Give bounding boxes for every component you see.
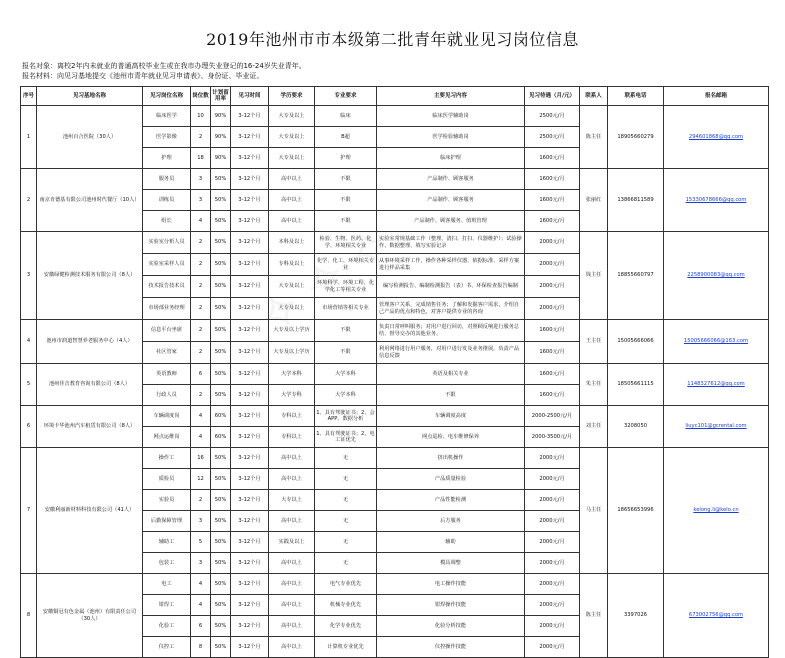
post-name: 组长 bbox=[143, 211, 191, 232]
monthly-pay: 2000元/月 bbox=[525, 276, 580, 298]
monthly-pay: 2000元/月 bbox=[525, 553, 580, 574]
retention-rate: 90% bbox=[211, 148, 231, 169]
internship-content: 电工操作技能 bbox=[377, 574, 525, 595]
monthly-pay: 2000元/月 bbox=[525, 595, 580, 616]
internship-time: 3-12个月 bbox=[231, 232, 269, 254]
education-requirement: 专科及以上 bbox=[269, 254, 315, 276]
internship-time: 3-12个月 bbox=[231, 448, 269, 469]
table-row bbox=[21, 448, 769, 469]
education-requirement: 大学专科 bbox=[269, 385, 315, 406]
post-name: 医学影像 bbox=[143, 127, 191, 148]
education-requirement: 专科以上 bbox=[269, 406, 315, 427]
monthly-pay: 1600元/月 bbox=[525, 342, 580, 364]
internship-content: 产品制作、顾客服务 bbox=[377, 169, 525, 190]
email-cell bbox=[664, 320, 769, 364]
post-name: 电工 bbox=[143, 574, 191, 595]
retention-rate: 60% bbox=[211, 427, 231, 448]
internship-time: 3-12个月 bbox=[231, 211, 269, 232]
major-requirement: 不限 bbox=[315, 169, 377, 190]
row-number: 1 bbox=[21, 106, 37, 169]
internship-content: 模具调整 bbox=[377, 553, 525, 574]
major-requirement: 无 bbox=[315, 553, 377, 574]
post-name: 操作工 bbox=[143, 448, 191, 469]
internship-time: 3-12个月 bbox=[231, 595, 269, 616]
post-name: 钳焊工 bbox=[143, 595, 191, 616]
education-requirement: 高中以上 bbox=[269, 211, 315, 232]
retention-rate: 50% bbox=[211, 254, 231, 276]
post-name: 质检员 bbox=[143, 469, 191, 490]
company-name: 池州市润道智慧养老服务中心（4人） bbox=[37, 320, 143, 364]
contact-phone: 18505661115 bbox=[608, 364, 664, 406]
retention-rate: 50% bbox=[211, 232, 231, 254]
major-requirement: 化学、化工、环境相关专业 bbox=[315, 254, 377, 276]
email-link[interactable]: 2258900083@qq.com bbox=[687, 272, 745, 279]
contact-phone: 18855660797 bbox=[608, 232, 664, 320]
post-name: 市场部业务经理 bbox=[143, 298, 191, 320]
row-number: 6 bbox=[21, 406, 37, 448]
company-name: 安徽利丽新材料科技有限公司（41人） bbox=[37, 448, 143, 574]
education-requirement: 大专以上 bbox=[269, 490, 315, 511]
email-link[interactable]: liuyc101@gcrental.com bbox=[685, 423, 747, 430]
post-name: 护理 bbox=[143, 148, 191, 169]
retention-rate: 50% bbox=[211, 511, 231, 532]
contact-person: 钱主任 bbox=[580, 232, 608, 320]
internship-time: 3-12个月 bbox=[231, 637, 269, 658]
monthly-pay: 1600元/月 bbox=[525, 148, 580, 169]
major-requirement: 市场营销等相关专业 bbox=[315, 298, 377, 320]
internship-content: 辅助 bbox=[377, 532, 525, 553]
major-requirement: 1、具有驾驶证书；2、会APP、数据分析 bbox=[315, 406, 377, 427]
internship-time: 3-12个月 bbox=[231, 532, 269, 553]
major-requirement: 1、具有驾驶证书；2、电工证优先 bbox=[315, 427, 377, 448]
education-requirement: 实践及以上 bbox=[269, 532, 315, 553]
major-requirement: 不限 bbox=[315, 320, 377, 342]
contact-person: 陈主任 bbox=[580, 106, 608, 169]
contact-person: 刘主任 bbox=[580, 406, 608, 448]
internship-content: 车辆调度高度 bbox=[377, 406, 525, 427]
company-name: 池州佳音教育咨询有限公司（8人） bbox=[37, 364, 143, 406]
education-requirement: 高中以上 bbox=[269, 169, 315, 190]
retention-rate: 90% bbox=[211, 106, 231, 127]
post-name: 实验员 bbox=[143, 490, 191, 511]
monthly-pay: 1600元/月 bbox=[525, 169, 580, 190]
monthly-pay: 2000元/月 bbox=[525, 532, 580, 553]
education-requirement: 专科以上 bbox=[269, 427, 315, 448]
company-name: 安徽绿健检测技术服务有限公司（8人） bbox=[37, 232, 143, 320]
monthly-pay: 1600元/月 bbox=[525, 211, 580, 232]
company-name: 环境卡华池州汽车租赁有限公司（8人） bbox=[37, 406, 143, 448]
post-name: 训练员 bbox=[143, 190, 191, 211]
contact-person: 张丽红 bbox=[580, 169, 608, 232]
post-name: 辅助工 bbox=[143, 532, 191, 553]
email-cell bbox=[664, 232, 769, 320]
monthly-pay: 1600元/月 bbox=[525, 364, 580, 385]
intro-block bbox=[22, 62, 306, 81]
major-requirement: 无 bbox=[315, 532, 377, 553]
internship-time: 3-12个月 bbox=[231, 148, 269, 169]
post-name: 信息平台坐席 bbox=[143, 320, 191, 342]
table-row bbox=[21, 320, 769, 342]
education-requirement: 大专及以上 bbox=[269, 276, 315, 298]
post-count: 2 bbox=[191, 320, 211, 342]
table-row bbox=[21, 106, 769, 127]
post-count: 4 bbox=[191, 595, 211, 616]
monthly-pay: 2000元/月 bbox=[525, 574, 580, 595]
post-count: 3 bbox=[191, 553, 211, 574]
internship-time: 3-12个月 bbox=[231, 490, 269, 511]
retention-rate: 50% bbox=[211, 342, 231, 364]
major-requirement: 无 bbox=[315, 490, 377, 511]
internship-content: 管理客户关系，完成销售任务；了解和发掘客户需求，介绍自己产品的优点和特色，对客户提供专业的咨询 bbox=[377, 298, 525, 320]
row-number: 2 bbox=[21, 169, 37, 232]
post-count: 3 bbox=[191, 169, 211, 190]
post-count: 2 bbox=[191, 254, 211, 276]
post-count: 3 bbox=[191, 190, 211, 211]
monthly-pay: 2000元/月 bbox=[525, 254, 580, 276]
retention-rate: 50% bbox=[211, 595, 231, 616]
contact-phone: 15005666066 bbox=[608, 320, 664, 364]
internship-time: 3-12个月 bbox=[231, 254, 269, 276]
email-link[interactable]: 15330678666@qq.com bbox=[685, 196, 747, 203]
post-name: 车辆调度岗 bbox=[143, 406, 191, 427]
contact-person: 朱主任 bbox=[580, 364, 608, 406]
education-requirement: 高中以上 bbox=[269, 637, 315, 658]
email-cell bbox=[664, 574, 769, 658]
internship-content: 后方服务 bbox=[377, 511, 525, 532]
table-row bbox=[21, 406, 769, 427]
education-requirement: 高中以上 bbox=[269, 469, 315, 490]
contact-phone: 13866811589 bbox=[608, 169, 664, 232]
column-header: 见习时间 bbox=[231, 87, 269, 106]
post-name: 后勤保障管理 bbox=[143, 511, 191, 532]
column-header: 岗位数 bbox=[191, 87, 211, 106]
retention-rate: 50% bbox=[211, 169, 231, 190]
retention-rate: 50% bbox=[211, 553, 231, 574]
internship-time: 3-12个月 bbox=[231, 406, 269, 427]
monthly-pay: 2000元/月 bbox=[525, 490, 580, 511]
post-count: 18 bbox=[191, 148, 211, 169]
post-count: 12 bbox=[191, 469, 211, 490]
column-header: 序号 bbox=[21, 87, 37, 106]
row-number: 7 bbox=[21, 448, 37, 574]
education-requirement: 高中以上 bbox=[269, 511, 315, 532]
internship-time: 3-12个月 bbox=[231, 616, 269, 637]
post-name: 技术报告技术员 bbox=[143, 276, 191, 298]
positions-table bbox=[20, 86, 769, 658]
row-number: 3 bbox=[21, 232, 37, 320]
major-requirement: 大学本科 bbox=[315, 364, 377, 385]
post-name: 网点运维岗 bbox=[143, 427, 191, 448]
internship-content: 仪控操作技能 bbox=[377, 637, 525, 658]
post-name: 化验工 bbox=[143, 616, 191, 637]
retention-rate: 90% bbox=[211, 127, 231, 148]
internship-time: 3-12个月 bbox=[231, 364, 269, 385]
monthly-pay: 2000元/月 bbox=[525, 469, 580, 490]
internship-content: 化验分析技能 bbox=[377, 616, 525, 637]
education-requirement: 高中以上 bbox=[269, 595, 315, 616]
internship-content: 临床医学辅助岗 bbox=[377, 106, 525, 127]
internship-content: 实验室常规基础工作（整理、清扫、打扫、仪器维护）；试验操作、数据整理、填写实验记录 bbox=[377, 232, 525, 254]
internship-time: 3-12个月 bbox=[231, 511, 269, 532]
education-requirement: 大专及以上学历 bbox=[269, 320, 315, 342]
education-requirement: 大专及以上 bbox=[269, 148, 315, 169]
internship-content: 产品制作、顾客服务、值班管理 bbox=[377, 211, 525, 232]
column-header: 见习岗位名称 bbox=[143, 87, 191, 106]
row-number: 4 bbox=[21, 320, 37, 364]
email-link[interactable]: 15005666066@163.com bbox=[683, 338, 749, 345]
post-name: 行政人员 bbox=[143, 385, 191, 406]
internship-time: 3-12个月 bbox=[231, 190, 269, 211]
internship-content: 不限 bbox=[377, 385, 525, 406]
retention-rate: 50% bbox=[211, 637, 231, 658]
education-requirement: 高中以上 bbox=[269, 574, 315, 595]
major-requirement: 环境科学、环境工程、化学化工等相关专业 bbox=[315, 276, 377, 298]
internship-content: 挤出机操作 bbox=[377, 448, 525, 469]
internship-time: 3-12个月 bbox=[231, 106, 269, 127]
monthly-pay: 2000元/月 bbox=[525, 616, 580, 637]
post-count: 2 bbox=[191, 127, 211, 148]
internship-content: 利用网络进行用户服务，对用户进行发及业务推展，负责产品信息反馈 bbox=[377, 342, 525, 364]
table-row bbox=[21, 232, 769, 254]
post-count: 4 bbox=[191, 406, 211, 427]
post-name: 英语教师 bbox=[143, 364, 191, 385]
column-header: 联系电话 bbox=[608, 87, 664, 106]
company-name: 南京肯德基有限公司池州时代餐厅（10人） bbox=[37, 169, 143, 232]
column-header: 报名邮箱 bbox=[664, 87, 769, 106]
post-name: 实验室采样人员 bbox=[143, 254, 191, 276]
retention-rate: 50% bbox=[211, 490, 231, 511]
monthly-pay: 1600元/月 bbox=[525, 385, 580, 406]
post-count: 16 bbox=[191, 448, 211, 469]
post-count: 6 bbox=[191, 364, 211, 385]
education-requirement: 大学本科 bbox=[269, 364, 315, 385]
major-requirement: 不限 bbox=[315, 342, 377, 364]
major-requirement: 无 bbox=[315, 469, 377, 490]
internship-content: 从事环境采样工作，操作各种采样仪器，依据标准、采样方案进行样品采集 bbox=[377, 254, 525, 276]
post-count: 2 bbox=[191, 276, 211, 298]
internship-content: 产品制作、顾客服务 bbox=[377, 190, 525, 211]
internship-time: 3-12个月 bbox=[231, 385, 269, 406]
contact-person: 陈主任 bbox=[580, 574, 608, 658]
table-header bbox=[21, 87, 769, 106]
email-cell bbox=[664, 406, 769, 448]
retention-rate: 60% bbox=[211, 406, 231, 427]
company-name: 池州百合医院（30人） bbox=[37, 106, 143, 169]
post-count: 4 bbox=[191, 211, 211, 232]
post-count: 4 bbox=[191, 574, 211, 595]
post-count: 2 bbox=[191, 298, 211, 320]
email-link[interactable]: kelong.li@kelo.cn bbox=[693, 507, 739, 514]
retention-rate: 50% bbox=[211, 364, 231, 385]
row-number: 8 bbox=[21, 574, 37, 658]
education-requirement: 高中以上 bbox=[269, 553, 315, 574]
email-cell bbox=[664, 448, 769, 574]
internship-time: 3-12个月 bbox=[231, 427, 269, 448]
internship-time: 3-12个月 bbox=[231, 320, 269, 342]
company-name: 安徽铜冠有色金属（池州）有限责任公司（30人） bbox=[37, 574, 143, 658]
post-count: 2 bbox=[191, 385, 211, 406]
major-requirement: 电气专业优先 bbox=[315, 574, 377, 595]
intro-materials: 报名材料：向见习基地提交《池州市青年就业见习申请表》、身份证、毕业证。 bbox=[22, 71, 264, 80]
table-row bbox=[21, 364, 769, 385]
post-count: 6 bbox=[191, 616, 211, 637]
column-header: 学历要求 bbox=[269, 87, 315, 106]
post-count: 2 bbox=[191, 232, 211, 254]
intro-target: 报名对象：离校2年内未就业的普通高校毕业生或在我市办理失业登记的16-24岁失业青年。 bbox=[22, 62, 306, 70]
major-requirement: 临床 bbox=[315, 106, 377, 127]
internship-content: 编写检测报告、编制检测报告（表）书、环保检查报告编制 bbox=[377, 276, 525, 298]
contact-phone: 18905660279 bbox=[608, 106, 664, 169]
major-requirement: 大学本科 bbox=[315, 385, 377, 406]
monthly-pay: 2000元/月 bbox=[525, 511, 580, 532]
post-count: 2 bbox=[191, 490, 211, 511]
contact-phone: 18656653996 bbox=[608, 448, 664, 574]
post-name: 临床医学 bbox=[143, 106, 191, 127]
internship-time: 3-12个月 bbox=[231, 553, 269, 574]
table-row bbox=[21, 574, 769, 595]
monthly-pay: 2000-3500元/月 bbox=[525, 427, 580, 448]
monthly-pay: 2000-2500元/月 bbox=[525, 406, 580, 427]
internship-time: 3-12个月 bbox=[231, 469, 269, 490]
column-header: 见习待遇（月/元） bbox=[525, 87, 580, 106]
major-requirement: 无 bbox=[315, 448, 377, 469]
major-requirement: 机械专业优先 bbox=[315, 595, 377, 616]
monthly-pay: 2000元/月 bbox=[525, 448, 580, 469]
internship-content: 医学检验辅助岗 bbox=[377, 127, 525, 148]
retention-rate: 50% bbox=[211, 469, 231, 490]
email-cell bbox=[664, 106, 769, 169]
post-count: 5 bbox=[191, 532, 211, 553]
education-requirement: 大专及以上学历 bbox=[269, 342, 315, 364]
post-count: 8 bbox=[191, 637, 211, 658]
education-requirement: 大专及以上 bbox=[269, 127, 315, 148]
monthly-pay: 2500元/月 bbox=[525, 106, 580, 127]
email-link[interactable]: 294601868@qq.com bbox=[688, 133, 744, 140]
education-requirement: 高中以上 bbox=[269, 190, 315, 211]
education-requirement: 高中以上 bbox=[269, 448, 315, 469]
major-requirement: 化学专业优先 bbox=[315, 616, 377, 637]
retention-rate: 50% bbox=[211, 298, 231, 320]
page-title: 2019年池州市市本级第二批青年就业见习岗位信息 bbox=[206, 30, 579, 49]
email-link[interactable]: 673002756@qq.com bbox=[688, 612, 744, 619]
major-requirement: 不限 bbox=[315, 190, 377, 211]
retention-rate: 50% bbox=[211, 532, 231, 553]
internship-content: 临床护理 bbox=[377, 148, 525, 169]
internship-time: 3-12个月 bbox=[231, 574, 269, 595]
row-number: 5 bbox=[21, 364, 37, 406]
internship-time: 3-12个月 bbox=[231, 276, 269, 298]
internship-content: 英语及相关专业 bbox=[377, 364, 525, 385]
education-requirement: 本科及以上 bbox=[269, 232, 315, 254]
table-body bbox=[21, 106, 769, 658]
retention-rate: 50% bbox=[211, 385, 231, 406]
retention-rate: 50% bbox=[211, 616, 231, 637]
internship-time: 3-12个月 bbox=[231, 342, 269, 364]
contact-person: 王主任 bbox=[580, 320, 608, 364]
column-header: 联系人 bbox=[580, 87, 608, 106]
major-requirement: 护理 bbox=[315, 148, 377, 169]
major-requirement: 计算机专业优先 bbox=[315, 637, 377, 658]
contact-phone: 3208050 bbox=[608, 406, 664, 448]
internship-content: 网点巡检、电车维修保养 bbox=[377, 427, 525, 448]
post-count: 3 bbox=[191, 511, 211, 532]
email-cell bbox=[664, 169, 769, 232]
post-name: 实验室分析人员 bbox=[143, 232, 191, 254]
contact-person: 马主任 bbox=[580, 448, 608, 574]
monthly-pay: 2000元/月 bbox=[525, 637, 580, 658]
monthly-pay: 2000元/月 bbox=[525, 232, 580, 254]
post-count: 10 bbox=[191, 106, 211, 127]
column-header: 专业要求 bbox=[315, 87, 377, 106]
column-header: 见习基地名称 bbox=[37, 87, 143, 106]
table-row bbox=[21, 169, 769, 190]
internship-content: 负责日常呼叫服务；对用户进行回访，对照顾反响进行服务总结、督导交办的其他业务。 bbox=[377, 320, 525, 342]
education-requirement: 大专及以上 bbox=[269, 298, 315, 320]
internship-content: 钳焊操作技能 bbox=[377, 595, 525, 616]
monthly-pay: 2000元/月 bbox=[525, 298, 580, 320]
major-requirement: 无 bbox=[315, 511, 377, 532]
post-name: 社区管家 bbox=[143, 342, 191, 364]
email-cell bbox=[664, 364, 769, 406]
internship-time: 3-12个月 bbox=[231, 169, 269, 190]
post-name: 包装工 bbox=[143, 553, 191, 574]
major-requirement: 不限 bbox=[315, 211, 377, 232]
internship-time: 3-12个月 bbox=[231, 298, 269, 320]
retention-rate: 50% bbox=[211, 448, 231, 469]
post-name: 仪控工 bbox=[143, 637, 191, 658]
monthly-pay: 2500元/月 bbox=[525, 127, 580, 148]
internship-content: 产品质量检验 bbox=[377, 469, 525, 490]
internship-time: 3-12个月 bbox=[231, 127, 269, 148]
monthly-pay: 1600元/月 bbox=[525, 320, 580, 342]
column-header: 主要见习内容 bbox=[377, 87, 525, 106]
email-link[interactable]: 1148327612@qq.com bbox=[687, 381, 745, 388]
major-requirement: B超 bbox=[315, 127, 377, 148]
contact-phone: 3397026 bbox=[608, 574, 664, 658]
retention-rate: 50% bbox=[211, 276, 231, 298]
internship-content: 产品性能检测 bbox=[377, 490, 525, 511]
education-requirement: 大专及以上 bbox=[269, 106, 315, 127]
retention-rate: 50% bbox=[211, 320, 231, 342]
retention-rate: 50% bbox=[211, 211, 231, 232]
retention-rate: 50% bbox=[211, 574, 231, 595]
retention-rate: 50% bbox=[211, 190, 231, 211]
major-requirement: 检验、生物、医药、化学、环境相关专业 bbox=[315, 232, 377, 254]
column-header: 计划留用率 bbox=[211, 87, 231, 106]
post-count: 2 bbox=[191, 342, 211, 364]
education-requirement: 高中以上 bbox=[269, 616, 315, 637]
post-name: 服务员 bbox=[143, 169, 191, 190]
post-count: 4 bbox=[191, 427, 211, 448]
monthly-pay: 1600元/月 bbox=[525, 190, 580, 211]
